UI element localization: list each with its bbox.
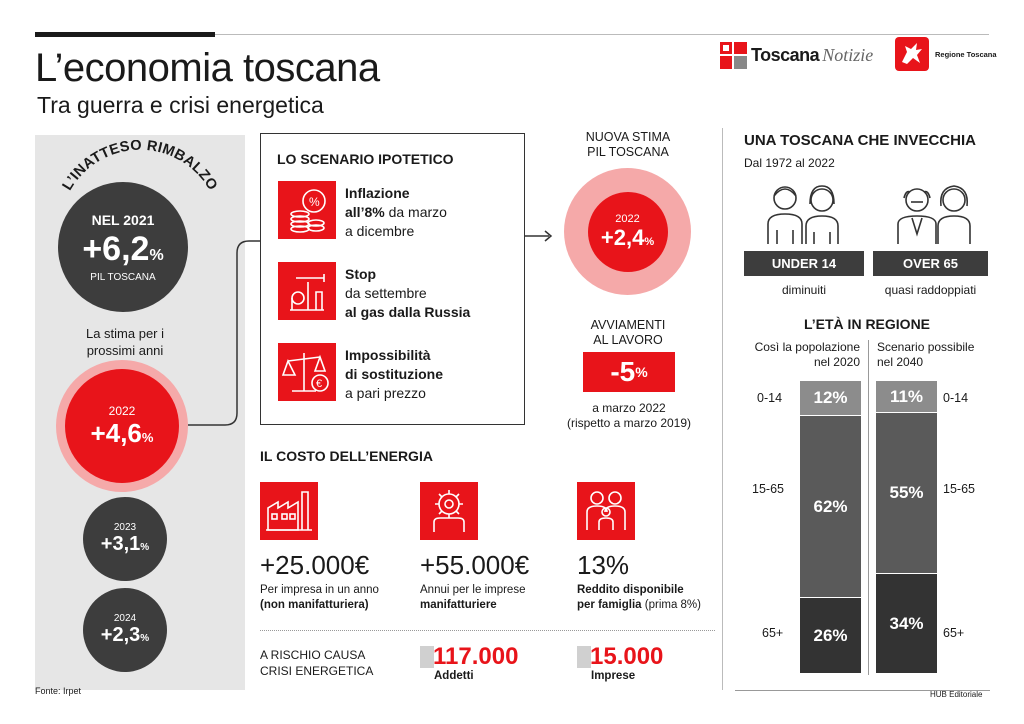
- over65-badge: OVER 65: [873, 251, 988, 276]
- logo-notizie-text: Notizie: [822, 44, 874, 65]
- energia-desc-3-line2-bold: per famiglia: [577, 599, 642, 611]
- eta-title: L’ETÀ IN REGIONE: [804, 316, 931, 332]
- avviamenti-note: [555, 401, 703, 431]
- stima-2024-value: +2,3: [100, 624, 141, 646]
- balance-euro-icon: [278, 343, 336, 401]
- nuova-stima-label-1: NUOVA STIMA: [585, 130, 671, 144]
- toscana-logo-icon: [720, 42, 747, 69]
- avviamenti-label: [568, 318, 688, 348]
- logo-regione-text: Regione Toscana: [935, 49, 997, 59]
- scenario-item-3-line1: Impossibilità: [345, 347, 431, 363]
- energia-value-3: 13%: [577, 550, 630, 580]
- svg-text:€: €: [316, 378, 323, 390]
- scenario-item-1-bold: all’8%: [345, 204, 385, 220]
- header-divider: [215, 34, 989, 35]
- energia-desc-3: [577, 583, 701, 613]
- age-bar-2040-2: 55%: [876, 413, 937, 573]
- eta-center-divider: [868, 340, 869, 675]
- family-icon: [577, 482, 635, 540]
- over65-note: quasi raddoppiati: [884, 283, 977, 297]
- scenario-item-sostituzione: [345, 346, 443, 403]
- arrow-right-icon: [525, 229, 555, 243]
- header-bar: [35, 32, 215, 37]
- invecchia-subtitle: Dal 1972 al 2022: [744, 156, 835, 170]
- rimbalzo-circle: [58, 182, 188, 312]
- stima-2022-halo: [56, 360, 188, 492]
- right-column-divider: [722, 128, 723, 690]
- invecchia-title: UNA TOSCANA CHE INVECCHIA: [744, 132, 976, 149]
- eta-group-label-right-2: 15-65: [943, 482, 975, 496]
- nuova-stima-label: [563, 130, 693, 160]
- under14-note: diminuiti: [781, 283, 826, 297]
- stima-2023-year: 2023: [113, 522, 137, 533]
- nuova-stima-pct: %: [644, 235, 655, 248]
- logo-toscana-text: Toscana: [751, 44, 820, 65]
- stima-label: La stima per i prossimi anni: [85, 326, 165, 358]
- nuova-stima-halo: [564, 168, 691, 295]
- under14-badge: UNDER 14: [744, 251, 864, 276]
- stima-2022-year: 2022: [108, 403, 136, 418]
- eta-group-label-right-3: 65+: [943, 626, 965, 640]
- energia-desc-2: [420, 583, 525, 613]
- stima-2023-circle: [83, 497, 167, 581]
- age-bar-2020-2: 62%: [800, 416, 861, 597]
- nuova-stima-year: 2022: [615, 212, 640, 225]
- scenario-item-2-line2: da settembre: [345, 285, 427, 301]
- rimbalzo-caption: PIL TOSCANA: [90, 271, 156, 283]
- avviamenti-note-1: a marzo 2022: [592, 401, 666, 415]
- energia-divider: [260, 630, 715, 631]
- nuova-stima-circle: [588, 192, 668, 272]
- energia-desc-1: [260, 583, 379, 613]
- connector-line: [185, 235, 265, 435]
- rimbalzo-value: +6,2: [82, 229, 150, 268]
- nuova-stima-value: +2,4: [600, 224, 645, 250]
- rischio-label-1: A RISCHIO CAUSA: [260, 648, 366, 662]
- energia-value-1: +25.000€: [260, 550, 370, 580]
- footer-hub: HUB Editoriale: [930, 690, 983, 699]
- eta-col2-line1: Scenario possibile: [877, 340, 975, 354]
- scenario-item-inflazione: [345, 184, 447, 241]
- stima-2022-circle: [65, 369, 179, 483]
- imprese-label: Imprese: [591, 670, 636, 682]
- stima-2022-value: +4,6: [90, 417, 142, 448]
- scenario-item-3-line3: a pari prezzo: [345, 385, 426, 401]
- scenario-item-2-line3: al gas dalla Russia: [345, 304, 471, 320]
- rischio-label-2: CRISI ENERGETICA: [260, 664, 374, 678]
- svg-text:%: %: [309, 195, 320, 209]
- eta-group-label-left-1: 0-14: [757, 391, 783, 405]
- eta-col1-label: [742, 340, 860, 370]
- scenario-item-1-line3: a dicembre: [345, 223, 415, 239]
- factory-icon: [260, 482, 318, 540]
- imprese-value: 15.000: [590, 643, 664, 670]
- rischio-label: [260, 647, 373, 679]
- age-bar-2020-1: 12%: [800, 381, 861, 415]
- avviamenti-value: -5: [610, 356, 636, 387]
- eta-col2-label: [877, 340, 995, 370]
- eta-group-label-right-1: 0-14: [943, 391, 969, 405]
- energia-desc-2-line2: manifatturiere: [420, 599, 497, 611]
- imprese-marker: [577, 646, 591, 668]
- energia-desc-3-line1: Reddito disponibile: [577, 584, 684, 596]
- energia-desc-1-line2: (non manifatturiera): [260, 599, 369, 611]
- energia-desc-2-line1: Annui per le imprese: [420, 584, 526, 596]
- stima-2024-pct: %: [140, 633, 150, 644]
- rimbalzo-pct: %: [149, 246, 164, 264]
- regione-toscana-logo[interactable]: [895, 37, 997, 71]
- eta-col1-line2: nel 2020: [813, 355, 860, 369]
- age-bar-2040-3: 34%: [876, 574, 937, 673]
- energia-value-2: +55.000€: [420, 550, 530, 580]
- toscana-notizie-logo[interactable]: [720, 40, 873, 70]
- footer-fonte: Fonte: Irpet: [35, 686, 82, 696]
- pegasus-icon: [895, 37, 929, 71]
- scenario-item-1-rest: da marzo: [384, 204, 447, 220]
- avviamenti-label-1: AVVIAMENTI: [590, 318, 666, 332]
- energia-title: IL COSTO DELL’ENERGIA: [260, 448, 433, 464]
- eta-col1-line1: Così la popolazione: [754, 340, 860, 354]
- oil-pump-icon: [278, 262, 336, 320]
- scenario-item-3-line2: di sostituzione: [345, 366, 443, 382]
- eta-group-label-left-3: 65+: [762, 626, 784, 640]
- addetti-label: Addetti: [434, 670, 474, 682]
- eta-group-label-left-2: 15-65: [752, 482, 784, 496]
- avviamenti-note-2: (rispetto a marzo 2019): [566, 416, 692, 430]
- page-subtitle: Tra guerra e crisi energetica: [37, 92, 324, 118]
- svg-text:L’INATTESO RIMBALZO: L’INATTESO RIMBALZO: [59, 140, 221, 194]
- scenario-item-2-line1: Stop: [345, 266, 377, 282]
- avviamenti-box: [583, 352, 675, 392]
- age-bar-2040-1: 11%: [876, 381, 937, 412]
- energia-desc-3-line2-rest: (prima 8%): [641, 599, 701, 611]
- gear-hand-icon: [420, 482, 478, 540]
- nuova-stima-label-2: PIL TOSCANA: [587, 145, 669, 159]
- age-bar-2020-3: 26%: [800, 598, 861, 673]
- stima-2023-value: +3,1: [100, 533, 141, 555]
- addetti-marker: [420, 646, 434, 668]
- addetti-value: 117.000: [433, 643, 519, 670]
- stima-2022-pct: %: [141, 429, 154, 445]
- scenario-item-stop-gas: [345, 265, 470, 322]
- stima-2024-circle: [83, 588, 167, 672]
- rimbalzo-year: NEL 2021: [91, 211, 155, 228]
- children-icon: [760, 178, 850, 248]
- avviamenti-pct: %: [635, 364, 648, 380]
- eta-col2-line2: nel 2040: [877, 355, 924, 369]
- stima-2024-year: 2024: [113, 613, 137, 624]
- scenario-title: LO SCENARIO IPOTETICO: [277, 151, 454, 167]
- scenario-item-1-line1: Inflazione: [345, 185, 410, 201]
- page-title: L’economia toscana: [35, 46, 380, 90]
- energia-desc-1-line1: Per impresa in un anno: [260, 584, 379, 596]
- stima-2023-pct: %: [140, 542, 150, 553]
- avviamenti-label-2: AL LAVORO: [593, 333, 663, 347]
- coins-percent-icon: [278, 181, 336, 239]
- elderly-icon: [892, 178, 982, 248]
